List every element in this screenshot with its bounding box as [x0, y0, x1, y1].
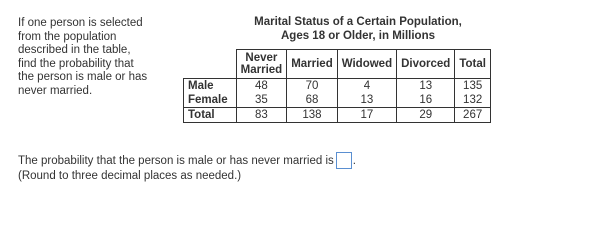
table-cell: 29 [397, 108, 455, 123]
rounding-note: (Round to three decimal places as needed.) [18, 170, 242, 182]
table-corner-cell [184, 50, 237, 79]
table-cell: 68 [287, 93, 338, 108]
table-cell: 132 [455, 93, 491, 108]
table-cell: 135 [455, 79, 491, 94]
table-cell: 16 [397, 93, 455, 108]
table-row-total [184, 108, 491, 123]
table-cell: 267 [455, 108, 491, 123]
table-title [184, 16, 532, 43]
column-header-divorced: Divorced [397, 50, 455, 79]
answer-period: . [352, 154, 356, 167]
table-row-male [184, 79, 491, 94]
answer-line [18, 152, 356, 169]
table-cell: 13 [337, 93, 396, 108]
row-header-total: Total [184, 108, 237, 123]
column-header-total: Total [455, 50, 491, 79]
answer-prompt-text: The probability that the person is male or has never married is [18, 154, 334, 167]
answer-input[interactable] [336, 152, 352, 169]
table-title-line-1: Marital Status of a Certain Population, [254, 16, 462, 28]
question-text: If one person is selected from the population described in the table, find the probability that the person is male or has never married. [18, 17, 148, 97]
table-header-row [184, 50, 491, 79]
table-row-female [184, 93, 491, 108]
column-header-married: Married [287, 50, 338, 79]
table-cell: 4 [337, 79, 396, 94]
table-cell: 70 [287, 79, 338, 94]
answer-prompt [18, 152, 356, 183]
table-cell: 13 [397, 79, 455, 94]
table-cell: 83 [236, 108, 287, 123]
table-cell: 138 [287, 108, 338, 123]
marital-status-table [183, 49, 491, 123]
table-cell: 48 [236, 79, 287, 94]
row-header-male: Male [184, 79, 237, 94]
column-header-widowed: Widowed [337, 50, 396, 79]
row-header-female: Female [184, 93, 237, 108]
table-title-line-2: Ages 18 or Older, in Millions [280, 29, 435, 42]
column-header-never-married: Never Married [236, 50, 287, 79]
table-cell: 17 [337, 108, 396, 123]
table-cell: 35 [236, 93, 287, 108]
